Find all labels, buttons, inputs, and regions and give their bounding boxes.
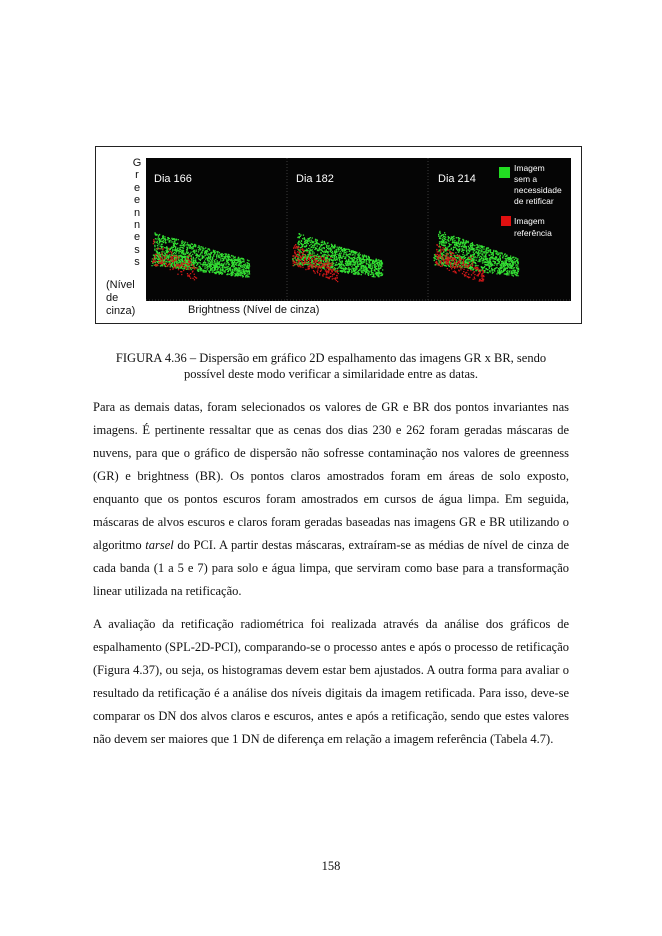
legend-green-line: necessidade <box>514 185 562 195</box>
y-axis-letter: e <box>133 194 141 207</box>
y-axis-unit-line: (Nível <box>106 279 135 291</box>
y-axis-letter: n <box>133 219 141 232</box>
y-axis-letter: n <box>133 206 141 219</box>
y-axis-letter: s <box>134 243 140 256</box>
legend-red-line: referência <box>514 228 552 238</box>
legend-swatch-green <box>499 167 510 178</box>
paragraph-2-text: A avaliação da retificação radiométrica foi realizada através da análise dos gráficos de espalhamento (SPL-2D-PCI), comparando-se o processo antes e após o processo de retificação (Figura 4.37), ou seja, os histogramas devem estar bem ajustados. A outra forma para avaliar o resultado da retificação é a análise dos níveis digitais da imagem retificada. Para isso, deve-se comparar os DN dos alvos claros e escuros, antes e após a retificação, sendo que estes valores não devem ser maiores que 1 DN de diferença em relação a imagem referência (Tabela 4.7). <box>93 617 569 746</box>
paragraph-1-italic: tarsel <box>145 538 174 552</box>
x-axis-label: Brightness (Nível de cinza) <box>188 304 320 316</box>
legend-red-line: Imagem <box>514 216 545 226</box>
scatter-figure <box>95 146 582 324</box>
caption-line-1: FIGURA 4.36 – Dispersão em gráfico 2D espalhamento das imagens GR x BR, sendo <box>115 351 547 365</box>
caption-line-2: possível deste modo verificar a similaridade entre as datas. <box>184 367 478 381</box>
paragraph-1-text-a: Para as demais datas, foram selecionados os valores de GR e BR dos pontos invariantes nas imagens. É pertinente ressaltar que as cenas dos dias 230 e 262 foram geradas máscaras de nuvens, para que o gráfico de dispersão não sofresse contaminação nos valores de greenness (GR) e brightness (BR). Os pontos claros amostrados foram em áreas de solo exposto, enquanto que os pontos escuros foram amostrados em cursos de água limpa. Em seguida, máscaras de alvos escuros e claros foram geradas baseadas nas imagens GR e BR utilizando o algoritmo <box>93 400 569 552</box>
panel-label-dia-182: Dia 182 <box>296 173 334 185</box>
y-axis-letter: G <box>132 157 142 169</box>
legend-green-line: Imagem <box>514 163 545 173</box>
page-number: 158 <box>321 859 341 873</box>
panel-label-dia-166: Dia 166 <box>154 173 192 185</box>
legend-swatch-red <box>501 216 511 226</box>
panel-label-dia-214: Dia 214 <box>438 173 476 185</box>
y-axis-unit-line: cinza) <box>106 305 136 317</box>
paragraph-1 <box>93 396 569 603</box>
paragraph-2 <box>93 613 569 751</box>
y-axis-label <box>130 157 144 269</box>
scatter-plot-svg <box>146 158 571 301</box>
y-axis-letter: r <box>135 169 139 182</box>
y-axis-unit-line: de <box>106 292 119 304</box>
y-axis-unit-label <box>106 279 135 318</box>
scatter-plot-panels <box>146 158 571 301</box>
figure-caption <box>93 350 569 382</box>
legend-green-line: de retificar <box>514 196 554 206</box>
y-axis-letter: s <box>134 256 140 269</box>
y-axis-letter: e <box>133 231 141 244</box>
y-axis-letter: e <box>133 181 141 194</box>
legend-green-line: sem a <box>514 174 538 184</box>
paragraph-1-text-b: do PCI. A partir destas máscaras, extraíram-se as médias de nível de cinza de cada banda (1 a 5 e 7) para solo e água limpa, que serviram como base para a transformação linear utilizada na retificação. <box>93 538 570 598</box>
